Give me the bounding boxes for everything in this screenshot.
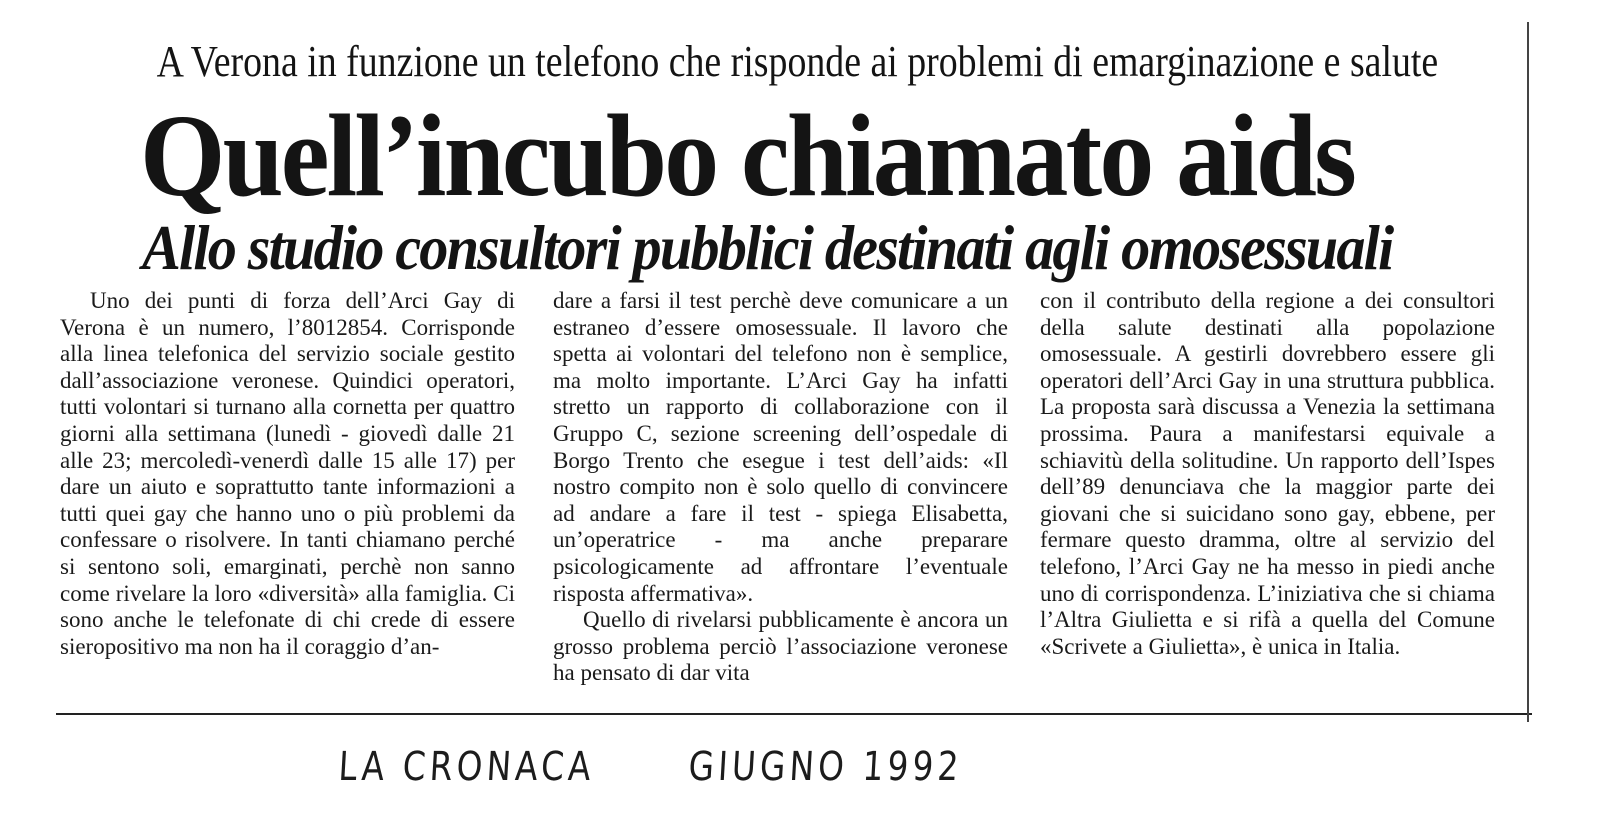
article-column-2 (553, 288, 1008, 687)
handwritten-source-note: LA CRONACA (337, 744, 597, 790)
column-2-paragraph-1: dare a farsi il test perchè deve comunicare a un estraneo d’essere omosessuale. Il lavoro che spetta ai volontari del telefono non è semplice, ma molto importante. L’Arci Gay ha infatti stretto un rapporto di collaborazione con il Gruppo C, sezione screening dell’ospedale di Borgo Trento che esegue i test dell’aids: «Il nostro compito non è solo quello di convincere ad andare a fare il test - spiega Elisabetta, un’operatrice - ma anche preparare psicologicamente ad affrontare l’eventuale risposta affermativa». (553, 288, 1008, 606)
article-column-1 (60, 288, 515, 660)
article-headline: Quell’incubo chiamato aids (140, 90, 1355, 221)
article-subheadline: Allo studio consultori pubblici destinati agli omosessuali (142, 212, 1393, 283)
column-2-paragraph-2: Quello di rivelarsi pubblicamente è ancora un grosso problema perciò l’associazione veronese ha pensato di dar vita (553, 607, 1008, 686)
clipping-bottom-rule (56, 713, 1532, 715)
column-3-paragraph-1: con il contributo della regione a dei consultori della salute destinati alla popolazione omosessuale. A gestirli dovrebbero essere gli operatori dell’Arci Gay in una struttura pubblica. La proposta sarà discussa a Venezia la settimana prossima. Paura a manifestarsi equivale a schiavitù della solitudine. Un rapporto dell’Ispes dell’89 denunciava che la maggior parte dei giovani che si suicidano sono gay, ebbene, per fermare questo dramma, oltre al servizio del telefono, l’Arci Gay ne ha messo in piedi anche uno di corrispondenza. L’iniziativa che si chiama l’Altra Giulietta e si rifà a quella del Comune «Scrivete a Giulietta», è unica in Italia. (1040, 288, 1495, 659)
clipping-right-rule (1527, 22, 1529, 722)
article-column-3 (1040, 288, 1495, 660)
article-body (60, 288, 1512, 716)
article-kicker: A Verona in funzione un telefono che risponde ai problemi di emarginazione e salute (156, 37, 1439, 86)
handwritten-date-note: GIUGNO 1992 (687, 744, 964, 790)
column-1-paragraph-1: Uno dei punti di forza dell’Arci Gay di Verona è un numero, l’8012854. Corrisponde alla linea telefonica del servizio sociale gestito dall’associazione veronese. Quindici operatori, tutti volontari si turnano alla cornetta per quattro giorni alla settimana (lunedì - giovedì dalle 21 alle 23; mercoledì-venerdì dalle 15 alle 17) per dare un aiuto e soprattutto tante informazioni a tutti quei gay che hanno uno o più problemi da confessare o risolvere. In tanti chiamano perché si sentono soli, emarginati, perchè non sanno come rivelare la loro «diversità» alla famiglia. Ci sono anche le telefonate di chi crede di essere sieropositivo ma non ha il coraggio d’an- (60, 288, 515, 659)
